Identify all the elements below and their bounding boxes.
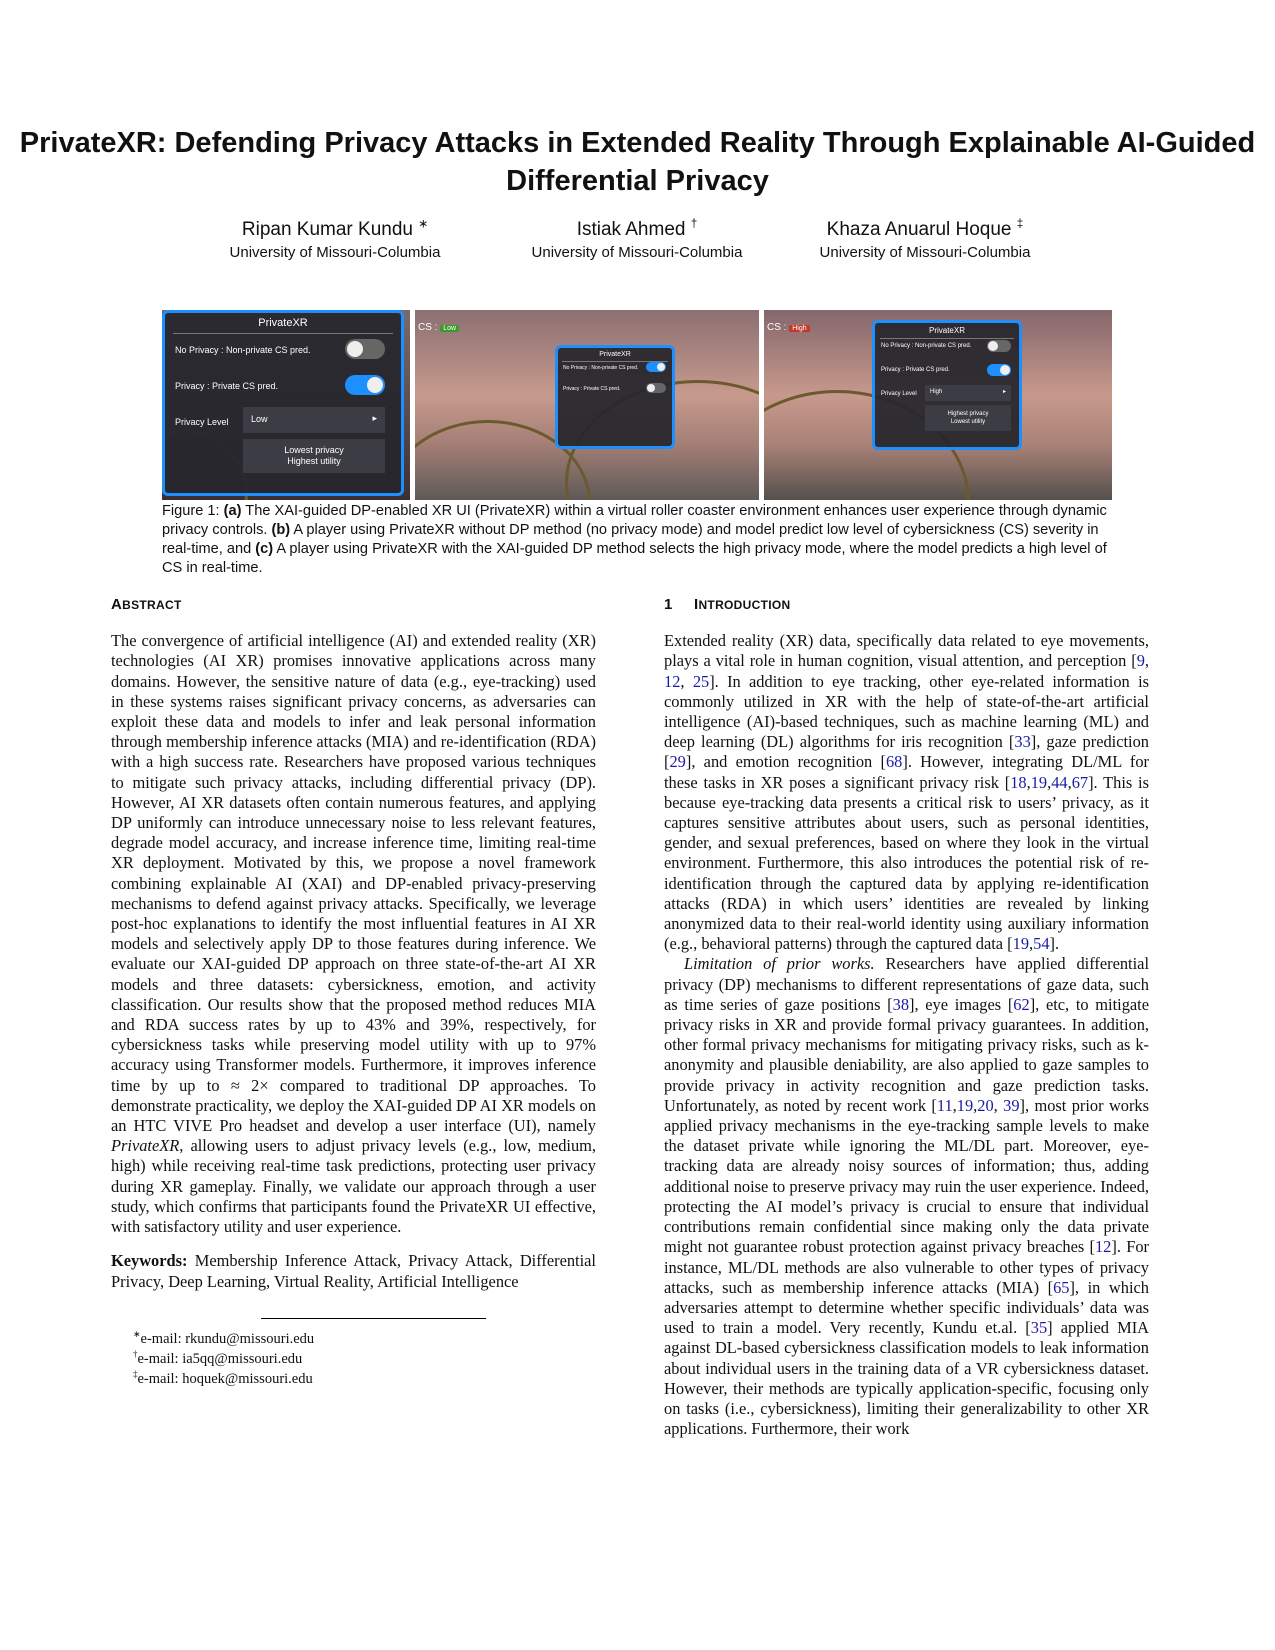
citation-link[interactable]: 25 <box>692 671 710 691</box>
author-mark: ‡ <box>1016 217 1024 231</box>
privacy-level-label: Privacy Level <box>175 417 229 427</box>
paragraph-text: ]. This is because eye-tracking data presents a critical risk to users’ privacy, as it captures sensitive attributes about users, such as personal identities, gender, and sexual preferences, based on where they look in the virtual environment. Furthermore, this also introduces the potential risk of re-identification through the captured data by applying re-identification attacks (RDA) in which users’ identities are revealed by linking anonymized data to their real-world identity using auxiliary information (e.g., behavioral patterns) through the captured data [ <box>664 772 1149 954</box>
citation-link[interactable]: 20 <box>977 1095 994 1115</box>
no-privacy-toggle[interactable] <box>987 340 1011 352</box>
figure-panel-a <box>162 310 410 500</box>
caption-lead: Figure 1: <box>162 503 224 519</box>
privacy-level-dropdown[interactable] <box>243 407 385 433</box>
left-column <box>111 595 596 1389</box>
paragraph-text: ], eye images [ <box>909 994 1014 1014</box>
privacy-level-value: High <box>930 389 943 395</box>
keywords-label: Keywords: <box>111 1251 188 1271</box>
ui-row-no-privacy: No Privacy : Non-private CS pred. <box>563 365 639 371</box>
paragraph-text: , <box>680 671 693 691</box>
citation-link[interactable]: 62 <box>1013 994 1030 1014</box>
citation-link[interactable]: 33 <box>1014 732 1031 752</box>
author-name: Khaza Anuarul Hoque <box>826 219 1012 240</box>
privatexr-ui-panel <box>555 345 675 449</box>
ui-row-privacy: Privacy : Private CS pred. <box>175 381 279 391</box>
citation-link[interactable]: 9 <box>1136 651 1145 671</box>
privatexr-ui-panel <box>872 320 1022 450</box>
cs-indicator <box>418 322 459 333</box>
no-privacy-toggle[interactable] <box>646 362 666 372</box>
abstract-text-end: , allowing users to adjust privacy levels (e.g., low, medium, high) while receiving real-time task predictions, protecting user privacy during XR gameplay. Finally, we validate our approach through a user study, which confirms that participants found the PrivateXR UI effective, with satisfactory utility and user experience. <box>111 1136 596 1237</box>
author-mark: † <box>690 217 698 231</box>
intro-heading-rest: NTRODUCTION <box>698 598 791 612</box>
figure-1 <box>162 310 1112 500</box>
citation-link[interactable]: 68 <box>885 752 903 772</box>
citation-link[interactable]: 12 <box>664 671 681 691</box>
author-3 <box>760 218 1090 264</box>
caption-text-a: The XAI-guided DP-enabled XR UI (PrivateXR) within a virtual roller coaster environment enhances user experience through dynamic privacy controls. <box>162 503 1107 538</box>
author-1 <box>170 218 500 264</box>
figure-panel-c <box>764 310 1112 500</box>
caption-text-b: A player using PrivateXR without DP method (no privacy mode) and model predict low level of cybersickness (CS) severity in real-time, and <box>162 522 1099 557</box>
privatexr-ui-panel <box>162 310 404 496</box>
privacy-level-label: Privacy Level <box>881 391 917 397</box>
cs-indicator <box>767 322 810 333</box>
citation-link[interactable]: 19 <box>1030 772 1048 792</box>
abstract-heading <box>111 595 596 615</box>
citation-link[interactable]: 35 <box>1030 1318 1048 1338</box>
privacy-note <box>925 405 1011 431</box>
footnote-mark: † <box>133 1348 138 1359</box>
footnote-1 <box>111 1329 596 1349</box>
footnote-text: e-mail: hoquek@missouri.edu <box>137 1370 313 1387</box>
abstract-italic: PrivateXR <box>111 1136 180 1156</box>
footnote-mark: ‡ <box>133 1368 138 1379</box>
privacy-level-value: Low <box>251 414 268 424</box>
paragraph-text: , <box>993 1095 1004 1115</box>
paragraph-text: Researchers have applied differential privacy (DP) mechanisms to different representations of gaze data, such as time series of gaze positions [ <box>664 954 1149 1014</box>
intro-heading-first: I <box>694 596 699 613</box>
paragraph-text: ], most prior works applied privacy mechanisms in the eye-tracking sample levels to make the dataset private while ignoring the ML/DL part. Moreover, eye-tracking data are already noisy sources of information; thus, adding additional noise to preserve privacy may ruin the user experience. Indeed, protecting the AI model’s privacy is crucial to ensure that individual contributions remain confidential since making only the data private might not guarantee robust protection against privacy breaches [ <box>664 1095 1150 1257</box>
paragraph-text: ]. However, integrating DL/ML for these tasks in XR poses a significant privacy risk [ <box>664 752 1149 792</box>
dropdown-arrow-icon: ▸ <box>1002 389 1006 395</box>
privacy-note-line2: Lowest utility <box>950 419 986 425</box>
privacy-toggle[interactable] <box>646 383 666 393</box>
citation-link[interactable]: 18 <box>1010 772 1027 792</box>
ui-header: PrivateXR <box>562 348 668 362</box>
paragraph-text: , <box>1067 772 1072 792</box>
abstract-heading-rest: BSTRACT <box>122 598 182 612</box>
paragraph-text: ]. <box>1049 934 1060 954</box>
intro-paragraph-1 <box>664 631 1149 954</box>
citation-link[interactable]: 39 <box>1003 1095 1020 1115</box>
paragraph-text: ], gaze prediction [ <box>664 732 1149 772</box>
keywords <box>111 1251 596 1291</box>
ui-row-no-privacy: No Privacy : Non-private CS pred. <box>881 343 972 349</box>
citation-link[interactable]: 67 <box>1071 772 1089 792</box>
author-name: Istiak Ahmed <box>576 219 686 240</box>
paragraph-text: ], and emotion recognition [ <box>685 752 886 772</box>
author-name: Ripan Kumar Kundu <box>241 219 413 240</box>
paragraph-text: ]. In addition to eye tracking, other eye-related information is commonly utilized in XR with the help of state-of-the-art artificial intelligence (AI)-based techniques, such as machine learning (ML) and deep learning (DL) algorithms for iris recognition [ <box>664 671 1149 752</box>
caption-mark-a: (a) <box>223 503 242 519</box>
author-affiliation: University of Missouri-Columbia <box>819 244 1031 261</box>
paragraph-text: , <box>1026 772 1031 792</box>
section-number: 1 <box>664 596 673 613</box>
privacy-toggle[interactable] <box>345 375 385 395</box>
figure-caption <box>162 502 1112 578</box>
paper-title: PrivateXR: Defending Privacy Attacks in Extended Reality Through Explainable AI-Guided Differential Privacy <box>19 127 1256 197</box>
ui-row-no-privacy: No Privacy : Non-private CS pred. <box>175 345 311 355</box>
paragraph-text: ] applied MIA against DL-based cybersickness classification models to leak information about individual users in the training data of a VR cybersickness dataset. However, their methods are typically application-specific, focusing only on tasks (i.e., cybersickness), limiting their generalizability to other XR applications. Furthermore, their work <box>664 1318 1149 1439</box>
citation-link[interactable]: 44 <box>1051 772 1068 792</box>
author-2 <box>472 218 802 264</box>
keywords-text: Membership Inference Attack, Privacy Attack, Differential Privacy, Deep Learning, Virtual Reality, Artificial Intelligence <box>111 1251 596 1291</box>
privacy-toggle[interactable] <box>987 364 1011 376</box>
ui-header: PrivateXR <box>173 313 393 334</box>
abstract-paragraph <box>111 631 596 1237</box>
no-privacy-toggle[interactable] <box>345 339 385 359</box>
citation-link[interactable]: 38 <box>892 994 910 1014</box>
citation-link[interactable]: 29 <box>669 752 686 772</box>
caption-mark-c: (c) <box>255 541 274 557</box>
paragraph-text: , <box>952 1095 957 1115</box>
footnote-3 <box>111 1369 596 1389</box>
dropdown-arrow-icon: ▸ <box>372 413 377 423</box>
paragraph-text: ], in which adversaries attempt to determine whether specific individuals’ data was used to train a model. Very recently, Kundu et.al. [ <box>664 1277 1149 1338</box>
intro-paragraph-2-lead: Limitation of prior works. <box>684 954 875 974</box>
citation-link[interactable]: 12 <box>1094 1237 1112 1257</box>
footnote-2 <box>111 1349 596 1369</box>
paragraph-text: ]. For instance, ML/DL methods are also vulnerable to other types of privacy attacks, such as membership inference attacks (MIA) [ <box>664 1237 1149 1297</box>
paragraph-text: , <box>1029 934 1034 954</box>
footnote-rule <box>261 1318 486 1319</box>
abstract-heading-first: A <box>111 596 123 613</box>
privacy-note-line1: Lowest privacy <box>284 445 344 455</box>
paragraph-text: , <box>1047 772 1052 792</box>
privacy-note-line1: Highest privacy <box>947 411 989 417</box>
footnote-mark: ∗ <box>133 1328 141 1339</box>
intro-paragraph-2 <box>664 954 1149 1439</box>
author-affiliation: University of Missouri-Columbia <box>531 244 743 261</box>
citation-link[interactable]: 54 <box>1033 934 1050 954</box>
intro-heading <box>664 595 1149 615</box>
citation-link[interactable]: 65 <box>1053 1277 1070 1297</box>
citation-link[interactable]: 19 <box>956 1095 974 1115</box>
citation-link[interactable]: 19 <box>1012 934 1030 954</box>
paragraph-text: ], etc, to mitigate privacy risks in XR and provide formal privacy guarantees. In addition, other formal privacy mechanisms for mitigating privacy risks, such as k-anonymity and plausible deniability, are also applied to gaze samples to provide privacy in activity recognition and gaze prediction tasks. Unfortunately, as noted by recent work [ <box>664 994 1149 1115</box>
ui-row-privacy: Privacy : Private CS pred. <box>563 386 621 392</box>
caption-mark-b: (b) <box>271 522 291 538</box>
figure-panel-b <box>415 310 759 500</box>
author-mark: ∗ <box>418 217 429 231</box>
privacy-level-dropdown[interactable] <box>925 385 1011 401</box>
ui-header: PrivateXR <box>880 323 1014 339</box>
author-affiliation: University of Missouri-Columbia <box>229 244 441 261</box>
abstract-text: The convergence of artificial intelligence (AI) and extended reality (XR) technologies (AI XR) promises innovative applications across many domains. However, the sensitive nature of data (e.g., eye-tracking) used in these systems raises significant privacy concerns, as adversaries can exploit these data and models to infer and leak personal information through membership inference attacks (MIA) and re-identification (RDA) with a high success rate. Researchers have proposed various techniques to mitigate such privacy attacks, including differential privacy (DP). However, AI XR datasets often contain numerous features, and applying DP uniformly can introduce unnecessary noise to less relevant features, degrade model accuracy, and increase inference time, limiting real-time XR deployment. Motivated by this, we propose a novel framework combining explainable AI (XAI) and DP-enabled privacy-preserving mechanisms to defend against privacy attacks. Specifically, we leverage post-hoc explanations to identify the most influential features in AI XR models and selectively apply DP to those features during inference. We evaluate our XAI-guided DP approach on three state-of-the-art AI XR models and three datasets: cybersickness, emotion, and activity classification. Our results show that the proposed method reduces MIA and RDA success rates by up to 43% and 39%, respectively, for cybersickness tasks while preserving model utility with up to 97% accuracy using Transformer models. Furthermore, it improves inference time by up to ≈ 2× compared to traditional DP approaches. To demonstrate practicality, we deploy the XAI-guided DP AI XR models on an HTC VIVE Pro headset and develop a user interface (UI), namely <box>111 631 596 1136</box>
paragraph-text: , <box>973 1095 978 1115</box>
ui-row-privacy: Privacy : Private CS pred. <box>881 367 950 373</box>
citation-link[interactable]: 11 <box>936 1095 953 1115</box>
privacy-note <box>243 439 385 473</box>
cs-label: CS : <box>418 322 438 333</box>
paragraph-text: , <box>1144 651 1149 671</box>
privacy-note-line2: Highest utility <box>287 456 341 466</box>
paragraph-text: Extended reality (XR) data, specifically data related to eye movements, plays a vital role in human cognition, visual attention, and perception [ <box>664 631 1149 671</box>
footnote-text: e-mail: ia5qq@missouri.edu <box>137 1350 303 1367</box>
caption-text-c: A player using PrivateXR with the XAI-guided DP method selects the high privacy mode, where the model predicts a high level of CS in real-time. <box>162 541 1107 576</box>
cs-value: Low <box>440 325 459 332</box>
cs-label: CS : <box>767 322 787 333</box>
cs-value: High <box>789 325 809 332</box>
right-column <box>664 595 1149 1439</box>
footnote-text: e-mail: rkundu@missouri.edu <box>140 1330 315 1347</box>
